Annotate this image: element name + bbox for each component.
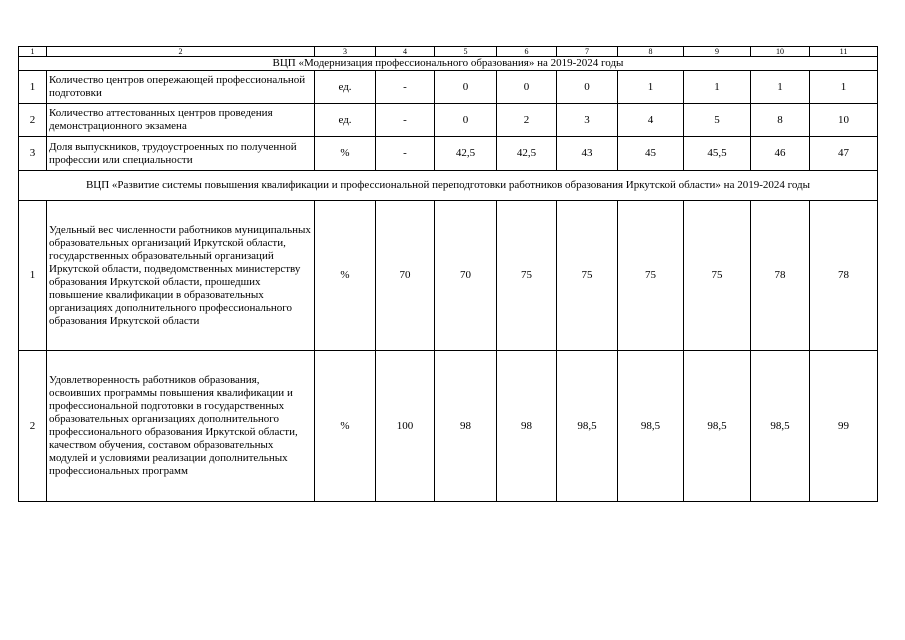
value-cell: 75 xyxy=(497,201,557,351)
value-cell: 98,5 xyxy=(557,351,618,502)
value-cell: 42,5 xyxy=(497,137,557,171)
indicators-table xyxy=(18,46,878,502)
table-row xyxy=(19,201,878,351)
col-header: 7 xyxy=(557,47,618,57)
col-header: 11 xyxy=(810,47,878,57)
table-row xyxy=(19,104,878,137)
col-header: 6 xyxy=(497,47,557,57)
value-cell: - xyxy=(376,104,435,137)
value-cell: 78 xyxy=(751,201,810,351)
col-header: 2 xyxy=(47,47,315,57)
value-cell: 98,5 xyxy=(751,351,810,502)
value-cell: 3 xyxy=(557,104,618,137)
value-cell: 98,5 xyxy=(684,351,751,502)
value-cell: 98 xyxy=(435,351,497,502)
col-header: 10 xyxy=(751,47,810,57)
value-cell: - xyxy=(376,71,435,104)
value-cell: 0 xyxy=(497,71,557,104)
table-row xyxy=(19,71,878,104)
value-cell: 98,5 xyxy=(618,351,684,502)
col-header: 4 xyxy=(376,47,435,57)
row-number: 1 xyxy=(19,71,47,104)
value-cell: 45,5 xyxy=(684,137,751,171)
table-row xyxy=(19,137,878,171)
value-cell: 70 xyxy=(376,201,435,351)
unit-cell: ед. xyxy=(315,104,376,137)
row-number: 3 xyxy=(19,137,47,171)
indicator-name: Доля выпускников, трудоустроенных по полученной профессии или специальности xyxy=(47,137,315,171)
unit-cell: % xyxy=(315,351,376,502)
indicator-name: Количество аттестованных центров проведения демонстрационного экзамена xyxy=(47,104,315,137)
col-header: 5 xyxy=(435,47,497,57)
value-cell: 43 xyxy=(557,137,618,171)
indicator-name: Удовлетворенность работников образования, освоивших программы повышения квалификации и профессиональной подготовки в государственных образовательных организациях дополнительного профессионального образования Иркутской области, качеством обучения, составом образовательных модулей и условиями реализации дополнительных профессиональных программ xyxy=(47,351,315,502)
value-cell: 75 xyxy=(684,201,751,351)
value-cell: 5 xyxy=(684,104,751,137)
unit-cell: ед. xyxy=(315,71,376,104)
value-cell: 0 xyxy=(435,104,497,137)
row-number: 1 xyxy=(19,201,47,351)
value-cell: 98 xyxy=(497,351,557,502)
col-header: 8 xyxy=(618,47,684,57)
value-cell: 0 xyxy=(435,71,497,104)
table-row xyxy=(19,351,878,502)
value-cell: 99 xyxy=(810,351,878,502)
value-cell: 46 xyxy=(751,137,810,171)
value-cell: 42,5 xyxy=(435,137,497,171)
section-title: ВЦП «Модернизация профессионального образования» на 2019-2024 годы xyxy=(19,57,878,71)
value-cell: 2 xyxy=(497,104,557,137)
unit-cell: % xyxy=(315,201,376,351)
value-cell: 1 xyxy=(810,71,878,104)
row-number: 2 xyxy=(19,351,47,502)
column-number-row xyxy=(19,47,878,57)
value-cell: 1 xyxy=(751,71,810,104)
value-cell: 75 xyxy=(618,201,684,351)
value-cell: 0 xyxy=(557,71,618,104)
col-header: 9 xyxy=(684,47,751,57)
value-cell: 4 xyxy=(618,104,684,137)
value-cell: 10 xyxy=(810,104,878,137)
row-number: 2 xyxy=(19,104,47,137)
col-header: 3 xyxy=(315,47,376,57)
value-cell: 78 xyxy=(810,201,878,351)
value-cell: - xyxy=(376,137,435,171)
value-cell: 8 xyxy=(751,104,810,137)
value-cell: 45 xyxy=(618,137,684,171)
section-title-row xyxy=(19,57,878,71)
value-cell: 1 xyxy=(618,71,684,104)
section-title-row xyxy=(19,171,878,201)
indicator-name: Удельный вес численности работников муниципальных образовательных организаций Иркутской области, государственных образовательный организаций Иркутской области, подведомственных министерству образования Иркутской области, прошедших повышение квалификации в образовательных организациях дополнительного профессионального образования Иркутской области xyxy=(47,201,315,351)
value-cell: 75 xyxy=(557,201,618,351)
value-cell: 100 xyxy=(376,351,435,502)
value-cell: 70 xyxy=(435,201,497,351)
value-cell: 1 xyxy=(684,71,751,104)
col-header: 1 xyxy=(19,47,47,57)
value-cell: 47 xyxy=(810,137,878,171)
indicator-name: Количество центров опережающей профессиональной подготовки xyxy=(47,71,315,104)
unit-cell: % xyxy=(315,137,376,171)
section-title: ВЦП «Развитие системы повышения квалификации и профессиональной переподготовки работников образования Иркутской области» на 2019-2024 годы xyxy=(19,171,878,201)
